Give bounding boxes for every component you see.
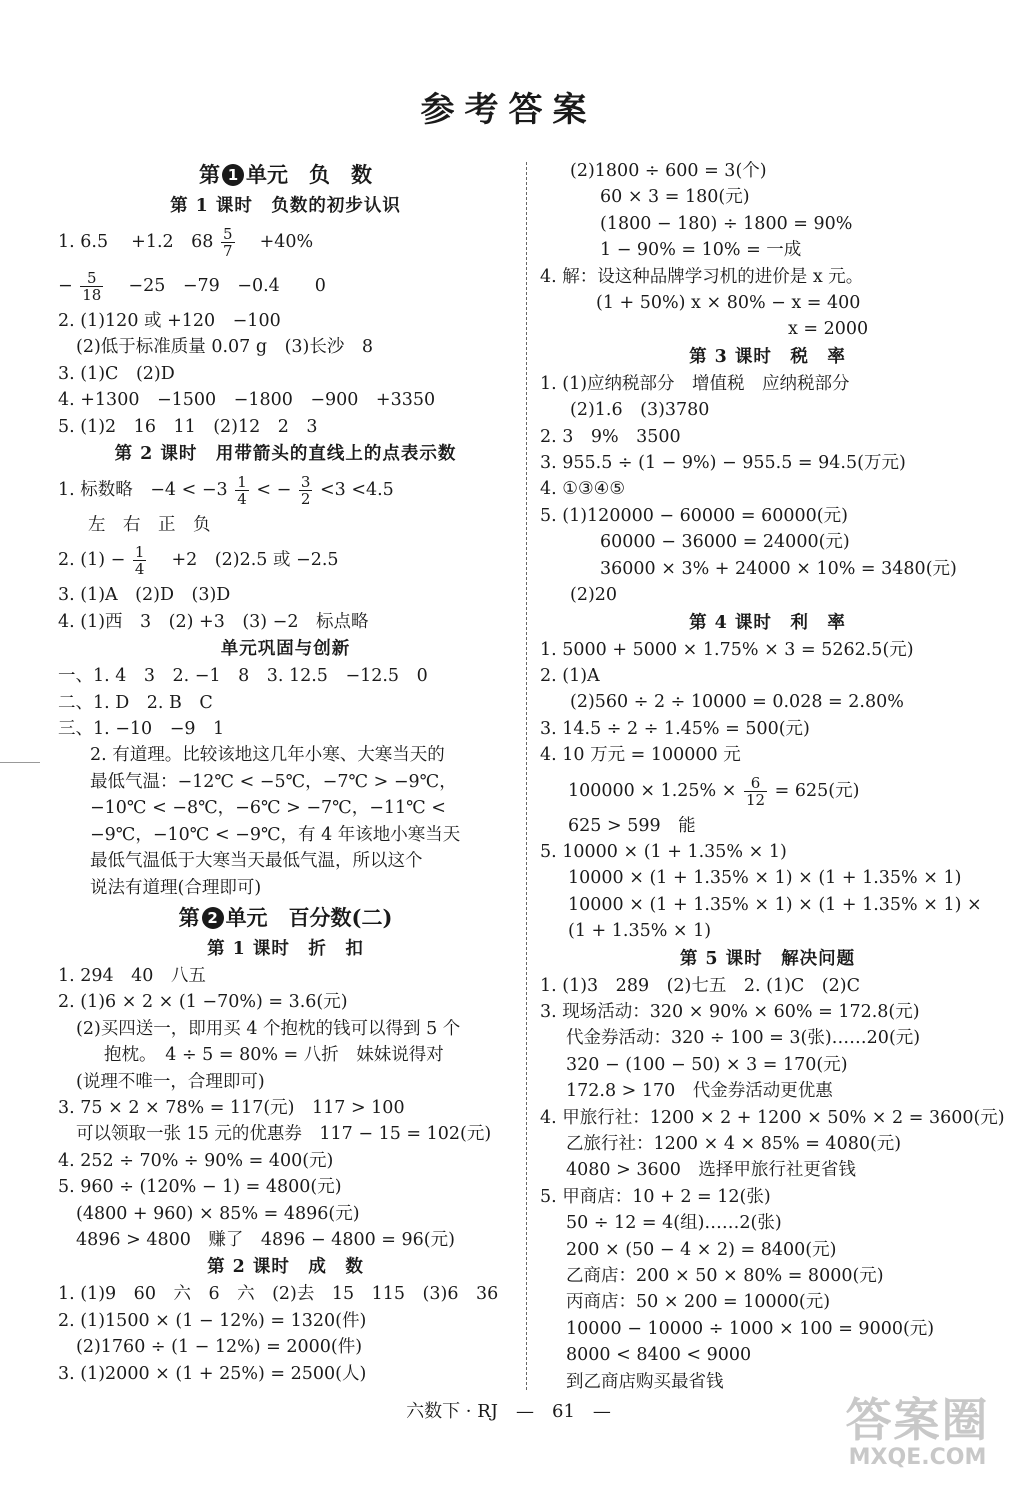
answer-line: 2. 3 9% 3500 bbox=[540, 426, 681, 447]
answer-line: 172.8 > 170 代金券活动更优惠 bbox=[566, 1081, 833, 1102]
answer-line: (1800 − 180) ÷ 1800 = 90% bbox=[600, 213, 853, 234]
answer-line: 1. 294 40 八五 bbox=[58, 965, 206, 986]
answer-line: 5. 10000 × (1 + 1.35% × 1) bbox=[540, 841, 787, 862]
watermark-url: MXQE.COM bbox=[848, 1445, 987, 1470]
answer-line: 1. (1)9 60 六 6 六 (2)去 15 115 (3)6 36 bbox=[58, 1284, 499, 1305]
answer-line: 3. (1)2000 × (1 + 25%) = 2500(人) bbox=[58, 1363, 367, 1384]
answer-line: 4080 > 3600 选择甲旅行社更省钱 bbox=[566, 1160, 856, 1181]
answer-line: 1. 6.5 +1.2 68 $\frac{5}{7}$ +40% bbox=[58, 225, 314, 260]
answer-line: (2)买四送一，即用买 4 个抱枕的钱可以得到 5 个 bbox=[76, 1018, 461, 1039]
answer-line: 4. 252 ÷ 70% ÷ 90% = 400(元) bbox=[58, 1150, 334, 1171]
answer-line: (2)560 ÷ 2 ÷ 10000 = 0.028 = 2.80% bbox=[570, 692, 904, 713]
column-divider bbox=[526, 162, 527, 1390]
answer-line: 3. 955.5 ÷ (1 − 9%) − 955.5 = 94.5(万元) bbox=[540, 453, 906, 474]
left-column bbox=[58, 158, 513, 1387]
answer-line: (2)低于标准质量 0.07 g (3)长沙 8 bbox=[76, 337, 374, 358]
answer-line: −9℃，−10℃ < −9℃，有 4 年该地小寒当天 bbox=[90, 824, 461, 845]
answer-line: 4. 甲旅行社：1200 × 2 + 1200 × 50% × 2 = 3600(元) bbox=[540, 1107, 1005, 1128]
answer-line: 4. (1)西 3 (2) +3 (3) −2 标点略 bbox=[58, 611, 369, 632]
answer-line: 2. (1)1500 × (1 − 12%) = 1320(件) bbox=[58, 1310, 367, 1331]
answer-line: 2. (1)A bbox=[540, 665, 600, 686]
watermark-logo: 答案圈 bbox=[845, 1393, 990, 1447]
answer-line: 10000 × (1 + 1.35% × 1) × (1 + 1.35% × 1) bbox=[568, 868, 962, 889]
fraction: $\frac{6}{12}$ bbox=[746, 773, 766, 809]
unit-number-badge: 2 bbox=[202, 907, 224, 929]
answer-line: − $\frac{5}{18}$ −25 −79 −0.4 0 bbox=[58, 269, 326, 304]
answer-line: 50 ÷ 12 = 4(组)……2(张) bbox=[566, 1213, 782, 1234]
fraction: $\frac{1}{4}$ bbox=[134, 543, 145, 579]
answer-line: 左 右 正 负 bbox=[88, 515, 211, 536]
answer-line: 3. 现场活动：320 × 90% × 60% = 172.8(元) bbox=[540, 1001, 920, 1022]
unit-1-heading: 第 1 单元 负 数 bbox=[199, 162, 372, 187]
answer-line: 10000 × (1 + 1.35% × 1) × (1 + 1.35% × 1) × bbox=[568, 894, 982, 915]
answer-line: 可以领取一张 15 元的优惠券 117 − 15 = 102(元) bbox=[76, 1124, 492, 1145]
answer-line: 乙商店：200 × 50 × 80% = 8000(元) bbox=[566, 1266, 884, 1287]
answer-line: (1 + 1.35% × 1) bbox=[568, 921, 712, 942]
answer-line: 4. ①③④⑤ bbox=[540, 479, 626, 500]
answer-line: 1. (1)应纳税部分 增值税 应纳税部分 bbox=[540, 373, 850, 394]
answer-line: 三、1. −10 −9 1 bbox=[58, 719, 225, 740]
answer-line: 说法有道理(合理即可) bbox=[90, 877, 262, 898]
answer-line: 4. 解：设这种品牌学习机的进价是 x 元。 bbox=[540, 266, 864, 287]
answer-line: 2. (1) − $\frac{1}{4}$ +2 (2)2.5 或 −2.5 bbox=[58, 543, 339, 579]
right-column bbox=[540, 158, 1005, 1395]
fraction: $\frac{3}{2}$ bbox=[300, 473, 311, 509]
lesson-heading: 第 4 课时 利 率 bbox=[689, 612, 846, 633]
answer-line: 代金券活动：320 ÷ 100 = 3(张)……20(元) bbox=[566, 1028, 921, 1049]
answer-line: (2)1.6 (3)3780 bbox=[570, 400, 710, 421]
answer-line: (2)1800 ÷ 600 = 3(个) bbox=[570, 161, 767, 181]
margin-mark bbox=[0, 762, 40, 763]
lesson-heading: 单元巩固与创新 bbox=[220, 639, 351, 660]
answer-line: 丙商店：50 × 200 = 10000(元) bbox=[566, 1292, 831, 1313]
answer-line: 二、1. D 2. B C bbox=[58, 692, 213, 713]
answer-line: 2. (1)6 × 2 × (1 −70%) = 3.6(元) bbox=[58, 992, 348, 1013]
answer-line: 5. (1)2 16 11 (2)12 2 3 bbox=[58, 416, 318, 437]
lesson-heading: 第 5 课时 解决问题 bbox=[679, 948, 856, 969]
answer-line: (1 + 50%) x × 80% − x = 400 bbox=[596, 293, 861, 314]
lesson-heading: 第 1 课时 折 扣 bbox=[207, 938, 364, 959]
page-title: 参考答案 bbox=[420, 90, 597, 130]
answer-line: x = 2000 bbox=[788, 319, 869, 340]
answer-line: (2)20 bbox=[570, 585, 618, 606]
answer-line: 36000 × 3% + 24000 × 10% = 3480(元) bbox=[600, 558, 957, 579]
answer-line: −10℃ < −8℃，−6℃ > −7℃，−11℃ < bbox=[90, 798, 446, 819]
lesson-heading: 第 2 课时 用带箭头的直线上的点表示数 bbox=[114, 444, 457, 465]
answer-line: 一、1. 4 3 2. −1 8 3. 12.5 −12.5 0 bbox=[58, 666, 428, 687]
lesson-heading: 第 1 课时 负数的初步认识 bbox=[170, 196, 401, 216]
answer-line: 10000 − 10000 ÷ 1000 × 100 = 9000(元) bbox=[566, 1318, 935, 1339]
answer-line: 1. 5000 + 5000 × 1.75% × 3 = 5262.5(元) bbox=[540, 639, 914, 660]
answer-line: 4896 > 4800 赚了 4896 − 4800 = 96(元) bbox=[76, 1229, 455, 1250]
answer-line: 4. 10 万元 = 100000 元 bbox=[540, 745, 741, 766]
answer-line: 60 × 3 = 180(元) bbox=[600, 187, 750, 208]
answer-line: 60000 − 36000 = 24000(元) bbox=[600, 532, 850, 553]
answer-line: 5. 960 ÷ (120% − 1) = 4800(元) bbox=[58, 1177, 342, 1198]
lesson-heading: 第 3 课时 税 率 bbox=[689, 346, 846, 367]
answer-line: 3. (1)C (2)D bbox=[58, 363, 175, 384]
answer-line: 100000 × 1.25% × $\frac{6}{12}$ = 625(元) bbox=[568, 773, 860, 809]
answer-line: 1 − 90% = 10% = 一成 bbox=[600, 240, 802, 261]
unit-number-badge: 1 bbox=[222, 164, 244, 186]
answer-line: 625 > 599 能 bbox=[568, 815, 696, 836]
answer-line: 200 × (50 − 4 × 2) = 8400(元) bbox=[566, 1239, 837, 1260]
answer-line: 1. 标数略 −4 < −3 $\frac{1}{4}$ < − $\frac{3}{2}$ <3 <4.5 bbox=[58, 473, 394, 509]
answer-line: 4. +1300 −1500 −1800 −900 +3350 bbox=[58, 390, 436, 411]
answer-line: 3. 75 × 2 × 78% = 117(元) 117 > 100 bbox=[58, 1097, 405, 1118]
fraction: $\frac{1}{4}$ bbox=[237, 473, 247, 509]
answer-line: 到乙商店购买最省钱 bbox=[566, 1371, 724, 1392]
answer-line: (2)1760 ÷ (1 − 12%) = 2000(件) bbox=[76, 1337, 363, 1358]
answer-line: 1. (1)3 289 (2)七五 2. (1)C (2)C bbox=[540, 975, 860, 996]
answer-line: 5. (1)120000 − 60000 = 60000(元) bbox=[540, 505, 848, 526]
page-footer: 六数下 · RJ — 61 — bbox=[406, 1401, 611, 1422]
fraction: $\frac{5}{18}$ bbox=[82, 269, 102, 304]
answer-line: 乙旅行社：1200 × 4 × 85% = 4080(元) bbox=[566, 1134, 902, 1154]
fraction: $\frac{5}{7}$ bbox=[223, 225, 233, 260]
lesson-heading: 第 2 课时 成 数 bbox=[207, 1257, 364, 1278]
answer-line: 320 − (100 − 50) × 3 = 170(元) bbox=[566, 1054, 848, 1075]
answer-line: 最低气温：−12℃ < −5℃，−7℃ > −9℃， bbox=[90, 771, 457, 792]
answer-line: 2. (1)120 或 +120 −100 bbox=[58, 311, 281, 331]
answer-line: 最低气温低于大寒当天最低气温，所以这个 bbox=[90, 851, 423, 872]
answer-line: 8000 < 8400 < 9000 bbox=[566, 1345, 752, 1366]
answer-line: 2. 有道理。比较该地这几年小寒、大寒当天的 bbox=[90, 745, 445, 766]
answer-line: (4800 + 960) × 85% = 4896(元) bbox=[76, 1203, 360, 1224]
answer-line: 3. (1)A (2)D (3)D bbox=[58, 585, 231, 606]
site-watermark bbox=[830, 1394, 1005, 1474]
answer-line: (说理不唯一，合理即可) bbox=[76, 1071, 265, 1092]
answer-line: 5. 甲商店：10 + 2 = 12(张) bbox=[540, 1186, 771, 1207]
answer-line: 3. 14.5 ÷ 2 ÷ 1.45% = 500(元) bbox=[540, 718, 810, 739]
unit-2-heading: 第 2 单元 百分数(二) bbox=[178, 904, 393, 930]
answer-line: 抱枕。 4 ÷ 5 = 80% = 八折 妹妹说得对 bbox=[104, 1045, 444, 1066]
